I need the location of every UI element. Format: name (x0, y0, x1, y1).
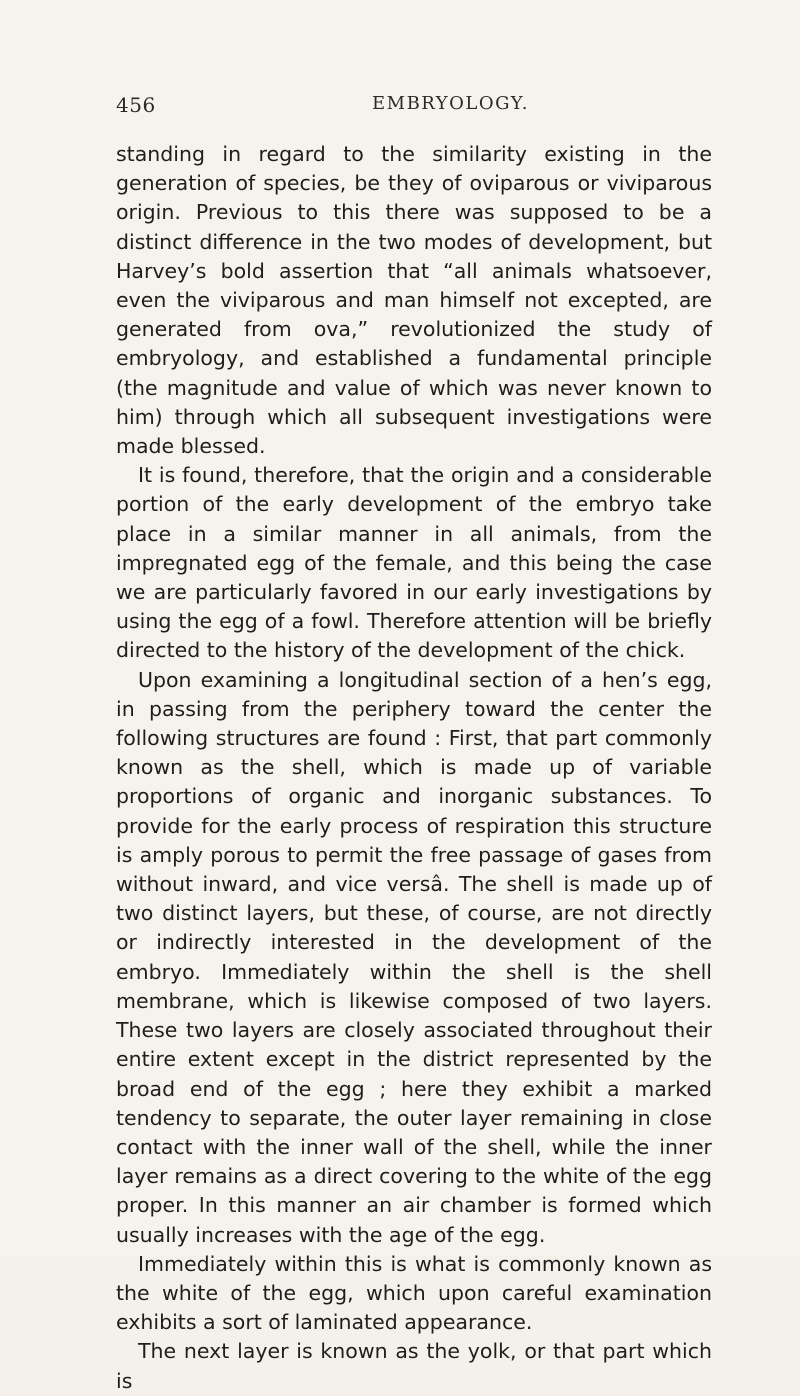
paragraph: It is found, therefore, that the origin and a considerable portion of the early development of the embryo take place in a similar manner in all animals, from the impregnated egg of the female, and this being the case we are particularly favored in our early investigations by using the egg of a fowl. Therefore attention will be briefly directed to the history of the development of the chick. (116, 463, 712, 663)
page-number: 456 (116, 93, 156, 117)
page-header (116, 93, 712, 123)
paragraph: Immediately within this is what is commonly known as the white of the egg, which upon careful examination exhibits a sort of laminated appearance. (116, 1251, 712, 1335)
body-text (116, 140, 712, 1396)
paragraph: The next layer is known as the yolk, or that part which is (116, 1339, 712, 1393)
paragraph: standing in regard to the similarity existing in the generation of species, be they of oviparous or viviparous origin. Previous to this there was supposed to be a distinct difference in the two modes of development, but Harvey’s bold assertion that “all animals whatsoever, even the viviparous and man himself not excepted, are generated from ova,” revolutionized the study of embryology, and established a fundamental principle (the magnitude and value of which was never known to him) through which all subsequent investigations were made blessed. (116, 142, 712, 459)
paragraph: Upon examining a longitudinal section of a hen’s egg, in passing from the periphery toward the center the following structures are found : First, that part commonly known as the shell, which is made up of variable proportions of organic and inorganic substances. To provide for the early process of respiration this structure is amply porous to permit the free passage of gases from without inward, and vice versâ. The shell is made up of two distinct layers, but these, of course, are not directly or indirectly interested in the development of the embryo. Immediately within the shell is the shell membrane, which is likewise composed of two layers. These two layers are closely associated throughout their entire extent except in the district represented by the broad end of the egg ; here they exhibit a marked tendency to separate, the outer layer remaining in close contact with the inner wall of the shell, while the inner layer remains as a direct covering to the white of the egg proper. In this manner an air chamber is formed which usually increases with the age of the egg. (116, 667, 712, 1247)
running-head: EMBRYOLOGY. (372, 93, 529, 114)
